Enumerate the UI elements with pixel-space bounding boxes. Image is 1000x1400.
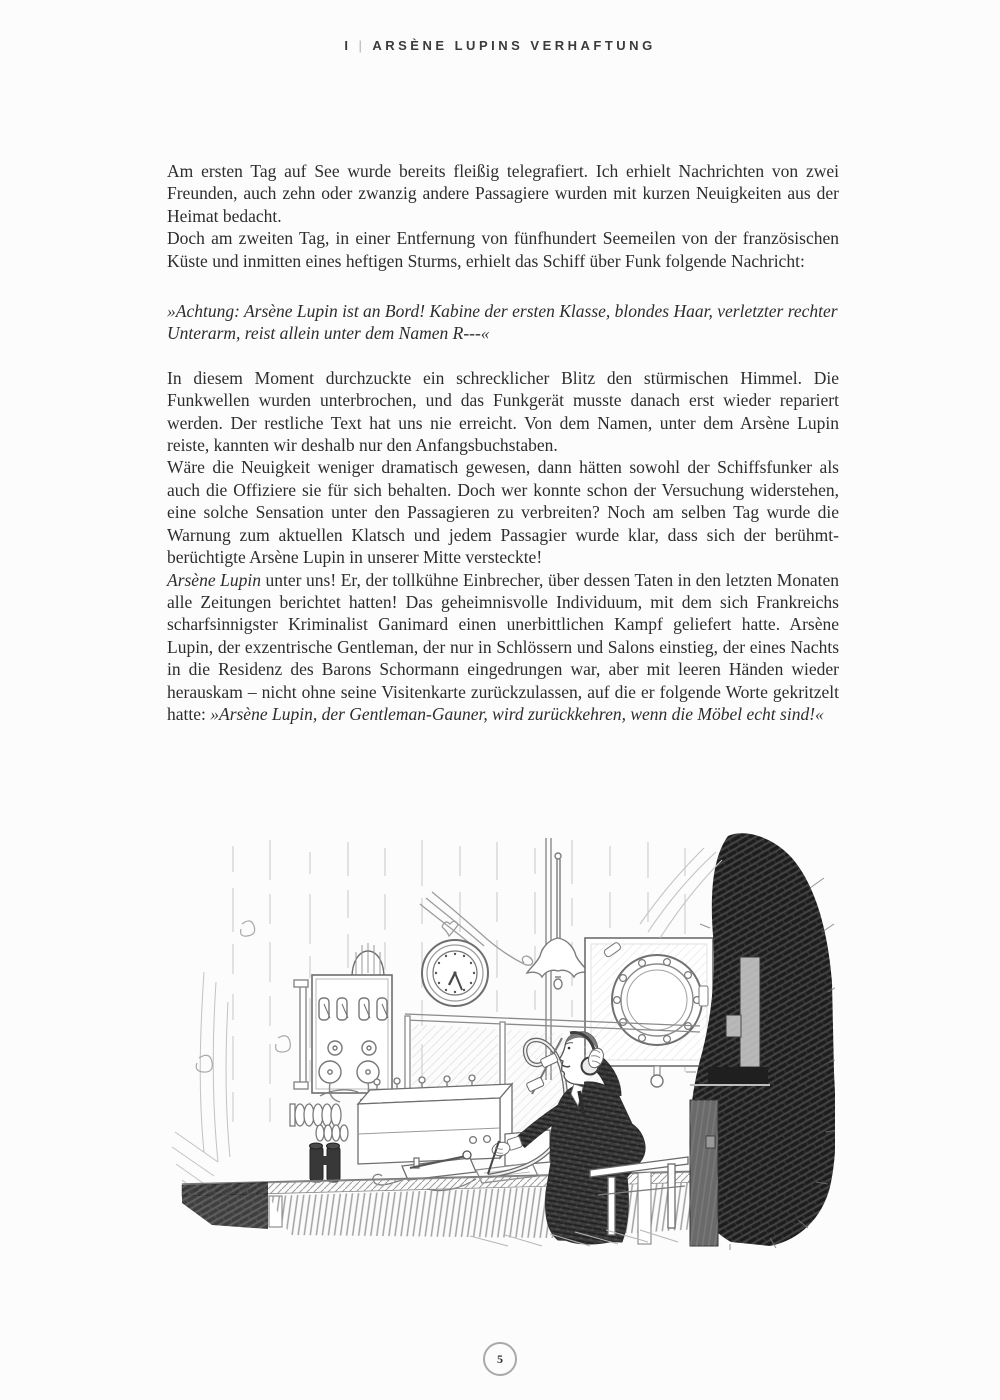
text-run: »Arsène Lupin, der Gentleman-Gauner, wird zurückkehren, wenn die Möbel echt sind!« [210, 703, 824, 724]
body-text [167, 160, 839, 725]
running-header [0, 38, 1000, 53]
radio-message-quote [167, 300, 839, 345]
paragraph-3 [167, 367, 839, 457]
text-run: In diesem Moment durchzuckte ein schrecklicher Blitz den stürmischen Himmel. Die Funkwellen wurden unterbrochen, und das Funkgerät musste danach erst wieder repariert werden. Der restliche Text hat uns nie erreicht. Von dem Namen, unter dem Arsène Lupin reiste, kannten wir deshalb nur den Anfangsbuchstaben. [167, 367, 839, 456]
page-number-badge [483, 1342, 517, 1376]
binoculars-icon [310, 1143, 341, 1182]
switchboard-icon [294, 943, 392, 1102]
text-run: Am ersten Tag auf See wurde bereits fleißig telegrafiert. Ich erhielt Nachrichten von zwei Freunden, auch zehn oder zwanzig andere Passagiere wurden mit kurzen Neuigkeiten aus der Heimat bedacht. [167, 161, 839, 226]
paragraph-1 [167, 160, 839, 227]
text-run: »Achtung: Arsène Lupin ist an Bord! Kabine der ersten Klasse, blondes Haar, verletzter rechter Unterarm, reist allein unter dem Namen R---« [167, 301, 838, 344]
paragraph-5 [167, 569, 839, 726]
page-number: 5 [497, 1351, 503, 1366]
chapter-number: I [344, 38, 352, 53]
header-separator: | [358, 38, 366, 53]
chapter-title: ARSÈNE LUPINS VERHAFTUNG [372, 38, 656, 53]
paragraph-4 [167, 456, 839, 568]
text-run: unter uns! Er, der tollkühne Einbrecher, über dessen Taten in den letzten Monaten alle Zeitungen berichtet hatten! Das geheimnisvolle Individuum, mit dem sich Frankreichs scharfsinnigster Kriminalist Ganimard einen unerbittlichen Kampf geliefert hatte. Arsène Lupin, der exzentrische Gentleman, der nur in Schlössern und Salons einstieg, der eines Nachts in die Residenz des Barons Schormann eingedrungen war, aber mit leeren Händen wieder herauskam – nicht ohne seine Visitenkarte zurückzulassen, auf die er folgende Worte gekritzelt hatte: [167, 569, 839, 724]
paragraph-2 [167, 227, 839, 272]
radio-room-illustration [170, 832, 835, 1250]
text-run: Doch am zweiten Tag, in einer Entfernung von fünfhundert Seemeilen von der französischen Küste und inmitten eines heftigen Sturms, erhielt das Schiff über Funk folgende Nachricht: [167, 228, 839, 271]
text-run: Wäre die Neuigkeit weniger dramatisch gewesen, dann hätten sowohl der Schiffsfunker als auch die Offiziere sie für sich behalten. Doch wer konnte schon der Versuchung widerstehen, eine solche Sensation unter den Passagieren zu verbreiten? Noch am selben Tag wurde die Warnung zum aktuellen Klatsch und jedem Passagier wurde klar, dass sich der berühmt-berüchtigte Arsène Lupin in unserer Mitte versteckte! [167, 457, 839, 568]
radio-room-drawing [170, 832, 835, 1250]
clock-icon [422, 940, 488, 1006]
text-run: Arsène Lupin [167, 569, 261, 590]
page-footer [0, 1342, 1000, 1376]
